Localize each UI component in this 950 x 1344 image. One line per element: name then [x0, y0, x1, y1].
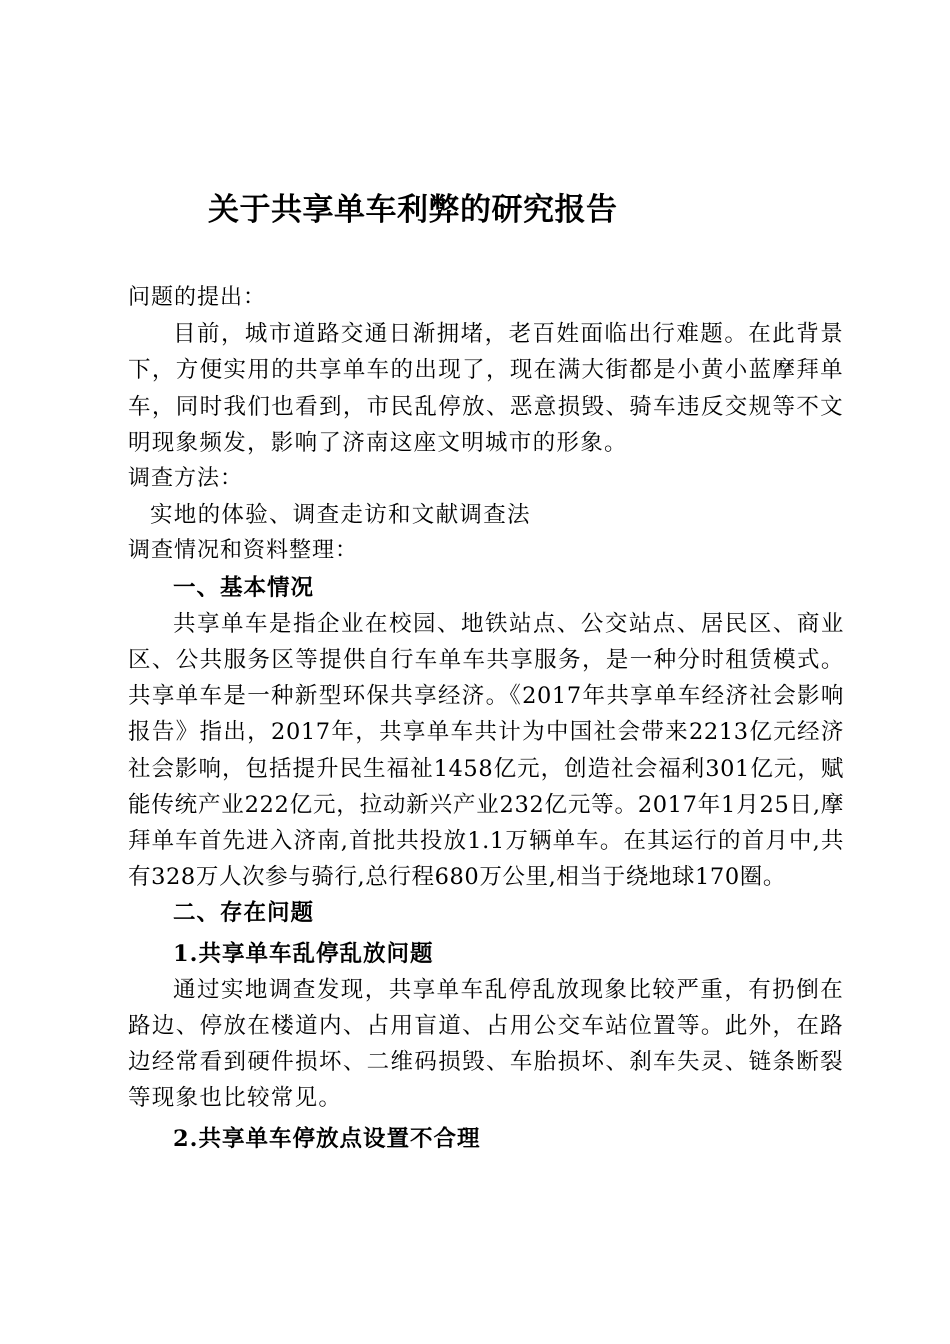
issues-heading: 二、存在问题	[173, 900, 315, 927]
findings-label: 调查情况和资料整理：	[128, 538, 359, 564]
document-body	[128, 280, 844, 1157]
problem-paragraph: 目前，城市道路交通日渐拥堵，老百姓面临出行难题。在此背景下，方便实用的共享单车的出现了，现在满大街都是小黄小蓝摩拜单车，同时我们也看到，市民乱停放、恶意损毁、骑车违反交规等不文明现象频发，影响了济南这座文明城市的形象。	[128, 321, 844, 456]
method-label: 调查方法：	[128, 466, 244, 492]
problem-label: 问题的提出：	[128, 285, 267, 310]
issue-2-heading: 2.共享单车停放点设置不合理	[173, 1125, 481, 1152]
issue-1-paragraph: 通过实地调查发现，共享单车乱停乱放现象比较严重，有扔倒在路边、停放在楼道内、占用盲道、占用公交车站位置等。此外，在路边经常看到硬件损坏、二维码损毁、车胎损坏、刹车失灵、链条断裂等现象也比较常见。	[128, 976, 844, 1112]
issue-1-heading: 1.共享单车乱停乱放问题	[173, 940, 434, 967]
basic-situation-heading: 一、基本情况	[173, 574, 315, 601]
document-title: 关于共享单车利弊的研究报告	[208, 192, 618, 228]
basic-situation-paragraph: 共享单车是指企业在校园、地铁站点、公交站点、居民区、商业区、公共服务区等提供自行车单车共享服务，是一种分时租赁模式。共享单车是一种新型环保共享经济。《2017年共享单车经济社会影响报告》指出，2017年，共享单车共计为中国社会带来2213亿元经济社会影响，包括提升民生福祉1458亿元，创造社会福利301亿元，赋能传统产业222亿元，拉动新兴产业232亿元等。2017年1月25日,摩拜单车首先进入济南,首批共投放1.1万辆单车。在其运行的首月中,共有328万人次参与骑行,总行程680万公里,相当于绕地球170圈。	[128, 610, 844, 891]
method-paragraph: 实地的体验、调查走访和文献调查法	[150, 502, 531, 529]
